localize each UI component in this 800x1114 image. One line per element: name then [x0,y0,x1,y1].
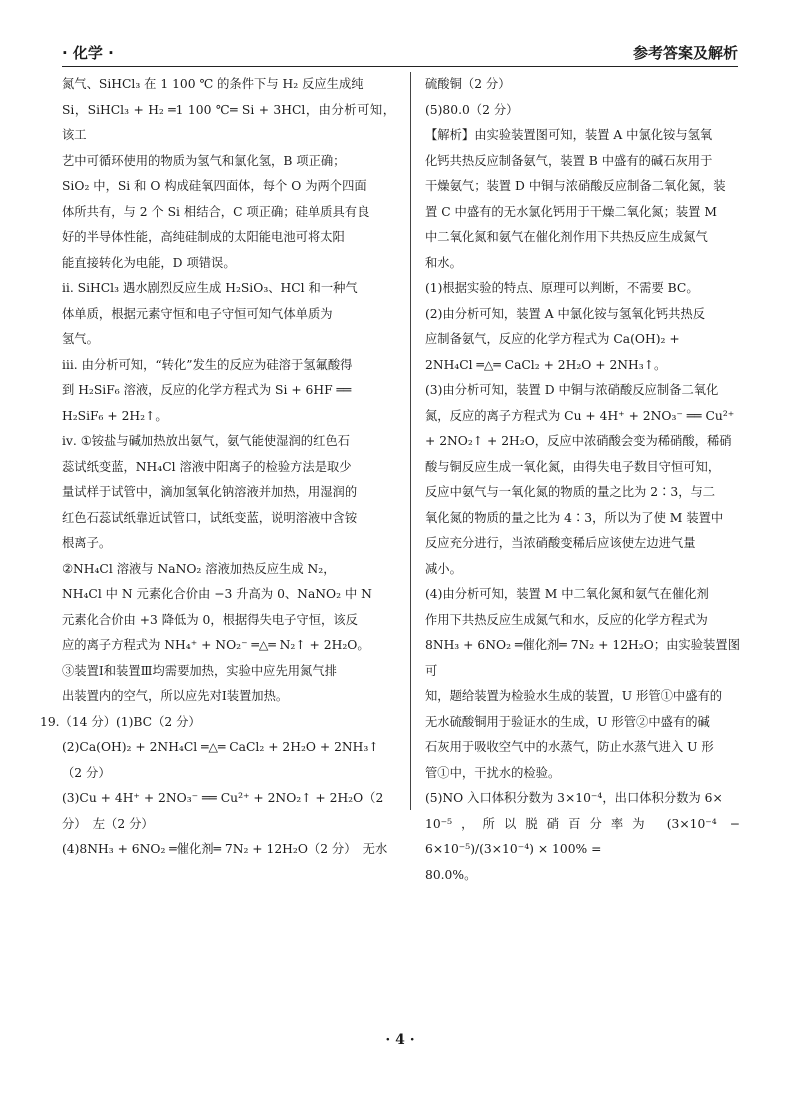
text-line: 80.0%。 [425,867,477,882]
right-column [425,72,740,888]
text-line: 艺中可循环使用的物质为氢气和氯化氢，B 项正确； [62,153,346,168]
text-line: 氧化氮的物质的量之比为 4∶3，所以为了使 M 装置中 [425,510,724,525]
text-line: ②NH₄Cl 溶液与 NaNO₂ 溶液加热反应生成 N₂， [62,561,336,576]
text-line: ③装置Ⅰ和装置Ⅲ均需要加热，实验中应先用氮气排 [62,663,337,678]
analysis-heading-line: 【解析】由实验装置图可知，装置 A 中氯化铵与氢氧 [425,128,713,142]
text-line: 分） 左（2 分） [62,816,154,831]
text-line: 酸与铜反应生成一氧化氮，由得失电子数目守恒可知， [425,459,721,474]
text-line: 到 H₂SiF₆ 溶液，反应的化学方程式为 Si + 6HF ══ [62,383,352,397]
text-line: Si，SiHCl₃ + H₂ ═1 100 ℃═ Si + 3HCl，由分析可知，该工 [62,102,395,142]
text-line: 蕊试纸变蓝，NH₄Cl 溶液中阳离子的检验方法是取少 [62,459,352,474]
text-line: (5)NO 入口体积分数为 3×10⁻⁴，出口体积分数为 6× [425,791,723,805]
section-title: 参考答案及解析 [632,44,738,62]
text-line: 应的离子方程式为 NH₄⁺ + NO₂⁻ ═△═ N₂↑ + 2H₂O。 [62,638,370,652]
text-line: (3)由分析可知，装置 D 中铜与浓硝酸反应制备二氧化 [425,383,719,397]
text-line: 置 C 中盛有的无水氯化钙用于干燥二氧化氮；装置 M [425,204,717,219]
text-line: NH₄Cl 中 N 元素化合价由 −3 升高为 0、NaNO₂ 中 N [62,587,372,601]
question-number-line: 19.（14 分）(1)BC（2 分） [40,714,201,729]
text-line: + 2NO₂↑ + 2H₂O，反应中浓硝酸会变为稀硝酸，稀硝 [425,434,732,448]
text-line: 氢气。 [62,332,99,346]
text-line: ⅱ. SiHCl₃ 遇水剧烈反应生成 H₂SiO₃、HCl 和一种气 [62,281,358,295]
text-line: 量试样于试管中，滴加氢氧化钠溶液并加热，用湿润的 [62,485,358,499]
text-line: 氮气、SiHCl₃ 在 1 100 ℃ 的条件下与 H₂ 反应生成纯 [62,77,364,91]
text-line: (2)Ca(OH)₂ + 2NH₄Cl ═△═ CaCl₂ + 2H₂O + 2NH₃↑ [62,740,379,754]
text-line: (1)根据实验的特点、原理可以判断，不需要 BC。 [425,281,699,295]
text-line: 化钙共热反应制备氨气，装置 B 中盛有的碱石灰用于 [425,153,713,168]
text-line: (5)80.0（2 分） [425,102,519,117]
text-line: 干燥氨气；装置 D 中铜与浓硝酸反应制备二氧化氮，装 [425,179,726,193]
text-line: 红色石蕊试纸靠近试管口，试纸变蓝，说明溶液中含铵 [62,510,358,525]
text-line: (4)8NH₃ + 6NO₂ ═催化剂═ 7N₂ + 12H₂O（2 分） 无水 [62,842,388,856]
page-number: · 4 · [385,1032,415,1048]
text-line: 能直接转化为电能，D 项错误。 [62,255,236,270]
text-line: (3)Cu + 4H⁺ + 2NO₃⁻ ══ Cu²⁺ + 2NO₂↑ + 2H₂O（2 [62,791,384,805]
text-line: H₂SiF₆ + 2H₂↑。 [62,408,168,423]
text-line: 氮，反应的离子方程式为 Cu + 4H⁺ + 2NO₃⁻ ══ Cu²⁺ [425,408,735,423]
text-line: 2NH₄Cl ═△═ CaCl₂ + 2H₂O + 2NH₃↑。 [425,357,667,372]
text-line: 根离子。 [62,536,112,550]
text-line: 减小。 [425,561,462,576]
text-line: 8NH₃ + 6NO₂ ═催化剂═ 7N₂ + 12H₂O；由实验装置图可 [425,638,740,678]
text-line: 中二氧化氮和氨气在催化剂作用下共热反应生成氮气 [425,230,708,244]
text-line: (2)由分析可知，装置 A 中氯化铵与氢氧化钙共热反 [425,306,706,321]
page-header [62,42,738,67]
text-line: 无水硫酸铜用于验证水的生成，U 形管②中盛有的碱 [425,714,710,729]
text-line: 硫酸铜（2 分） [425,77,511,91]
text-line: 出装置内的空气，所以应先对Ⅰ装置加热。 [62,689,289,703]
text-line: 和水。 [425,255,462,270]
text-line: 知，题给装置为检验水生成的装置，U 形管①中盛有的 [425,689,723,703]
text-line: 反应中氨气与一氧化氮的物质的量之比为 2∶3，与二 [425,485,716,499]
text-line: （2 分） [62,765,111,780]
column-divider [410,72,411,810]
text-line: 石灰用于吸收空气中的水蒸气，防止水蒸气进入 U 形 [425,740,714,754]
text-line: 元素化合价由 +3 降低为 0，根据得失电子守恒，该反 [62,612,358,627]
subject-label: · 化学 · [62,44,114,62]
text-line: 管①中，干扰水的检验。 [425,765,561,780]
text-line: 作用下共热反应生成氮气和水，反应的化学方程式为 [425,612,708,627]
text-line: (4)由分析可知，装置 M 中二氧化氮和氨气在催化剂 [425,587,709,601]
text-line: 反应充分进行，当浓硝酸变稀后应该使左边进气量 [425,536,696,550]
text-line: 应制备氨气，反应的化学方程式为 Ca(OH)₂ + [425,332,680,346]
text-line: 体单质，根据元素守恒和电子守恒可知气体单质为 [62,306,333,321]
text-line: 体所共有，与 2 个 Si 相结合，C 项正确；硅单质具有良 [62,204,370,219]
text-line: 好的半导体性能，高纯硅制成的太阳能电池可将太阳 [62,230,345,244]
text-line: SiO₂ 中，Si 和 O 构成硅氧四面体，每个 O 为两个四面 [62,179,367,193]
left-column [40,72,395,863]
text-line: ⅲ. 由分析可知，“转化”发生的反应为硅溶于氢氟酸得 [62,357,353,372]
text-line: ⅳ. ①铵盐与碱加热放出氨气，氨气能使湿润的红色石 [62,434,350,448]
text-line: 10⁻⁵，所以脱硝百分率为 (3×10⁻⁴ − 6×10⁻⁵)/(3×10⁻⁴) × 100% = [425,816,740,856]
